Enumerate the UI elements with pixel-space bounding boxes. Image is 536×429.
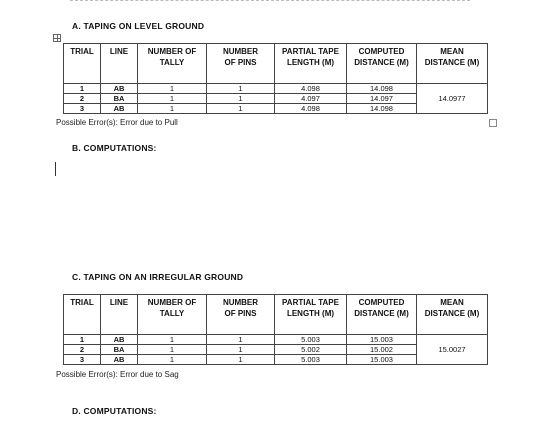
cell-line: AB: [101, 355, 138, 365]
cell-trial: 3: [64, 355, 101, 365]
header-number-of-tally: NUMBER OF TALLY: [138, 44, 207, 84]
level-ground-table: [63, 43, 488, 114]
cell-tally: 1: [138, 84, 207, 94]
cell-pins: 1: [207, 345, 275, 355]
section-d-heading: D. COMPUTATIONS:: [72, 406, 157, 416]
cell-line: BA: [101, 345, 138, 355]
table-row: [64, 335, 488, 345]
cell-pins: 1: [207, 104, 275, 114]
header-line: LINE: [101, 44, 138, 84]
cell-partial-length: 4.098: [275, 84, 347, 94]
cell-partial-length: 4.098: [275, 104, 347, 114]
table-resize-handle-icon[interactable]: [489, 119, 497, 127]
cell-computed-distance: 14.098: [347, 104, 417, 114]
cell-pins: 1: [207, 84, 275, 94]
header-computed-distance: COMPUTED DISTANCE (M): [347, 44, 417, 84]
table-row: [64, 84, 488, 94]
cell-trial: 3: [64, 104, 101, 114]
section-c-heading: C. TAPING ON AN IRREGULAR GROUND: [72, 272, 244, 282]
header-trial: TRIAL: [64, 295, 101, 335]
cell-trial: 2: [64, 345, 101, 355]
cell-tally: 1: [138, 335, 207, 345]
header-number-of-pins: NUMBER OF PINS: [207, 44, 275, 84]
cell-pins: 1: [207, 355, 275, 365]
cell-line: BA: [101, 94, 138, 104]
cell-computed-distance: 15.003: [347, 335, 417, 345]
cell-partial-length: 5.003: [275, 355, 347, 365]
section-a-error-note: Possible Error(s): Error due to Pull: [56, 118, 178, 127]
cell-partial-length: 5.003: [275, 335, 347, 345]
cell-computed-distance: 14.098: [347, 84, 417, 94]
cell-tally: 1: [138, 355, 207, 365]
cell-line: AB: [101, 84, 138, 94]
table-header-row: [64, 44, 488, 84]
cell-computed-distance: 14.097: [347, 94, 417, 104]
table-header-row: [64, 295, 488, 335]
header-mean-distance: MEAN DISTANCE (M): [417, 44, 488, 84]
cell-pins: 1: [207, 94, 275, 104]
header-line: LINE: [101, 295, 138, 335]
cell-tally: 1: [138, 94, 207, 104]
section-c-error-note: Possible Error(s): Error due to Sag: [56, 370, 179, 379]
cell-tally: 1: [138, 104, 207, 114]
cell-trial: 2: [64, 94, 101, 104]
header-mean-distance: MEAN DISTANCE (M): [417, 295, 488, 335]
header-computed-distance: COMPUTED DISTANCE (M): [347, 295, 417, 335]
cell-partial-length: 5.002: [275, 345, 347, 355]
cell-computed-distance: 15.003: [347, 355, 417, 365]
cell-line: AB: [101, 104, 138, 114]
cell-computed-distance: 15.002: [347, 345, 417, 355]
header-partial-tape-length: PARTIAL TAPE LENGTH (M): [275, 295, 347, 335]
page-top-divider: [70, 0, 470, 2]
irregular-ground-table: [63, 294, 488, 365]
header-trial: TRIAL: [64, 44, 101, 84]
text-cursor: [55, 162, 56, 176]
cell-line: AB: [101, 335, 138, 345]
header-number-of-pins: NUMBER OF PINS: [207, 295, 275, 335]
cell-tally: 1: [138, 345, 207, 355]
section-a-heading: A. TAPING ON LEVEL GROUND: [72, 21, 205, 31]
cell-mean-distance: 14.0977: [417, 84, 488, 114]
cell-trial: 1: [64, 335, 101, 345]
cell-pins: 1: [207, 335, 275, 345]
cell-partial-length: 4.097: [275, 94, 347, 104]
cell-trial: 1: [64, 84, 101, 94]
header-number-of-tally: NUMBER OF TALLY: [138, 295, 207, 335]
table-move-handle-icon[interactable]: [53, 34, 61, 42]
cell-mean-distance: 15.0027: [417, 335, 488, 365]
section-b-heading: B. COMPUTATIONS:: [72, 143, 157, 153]
header-partial-tape-length: PARTIAL TAPE LENGTH (M): [275, 44, 347, 84]
